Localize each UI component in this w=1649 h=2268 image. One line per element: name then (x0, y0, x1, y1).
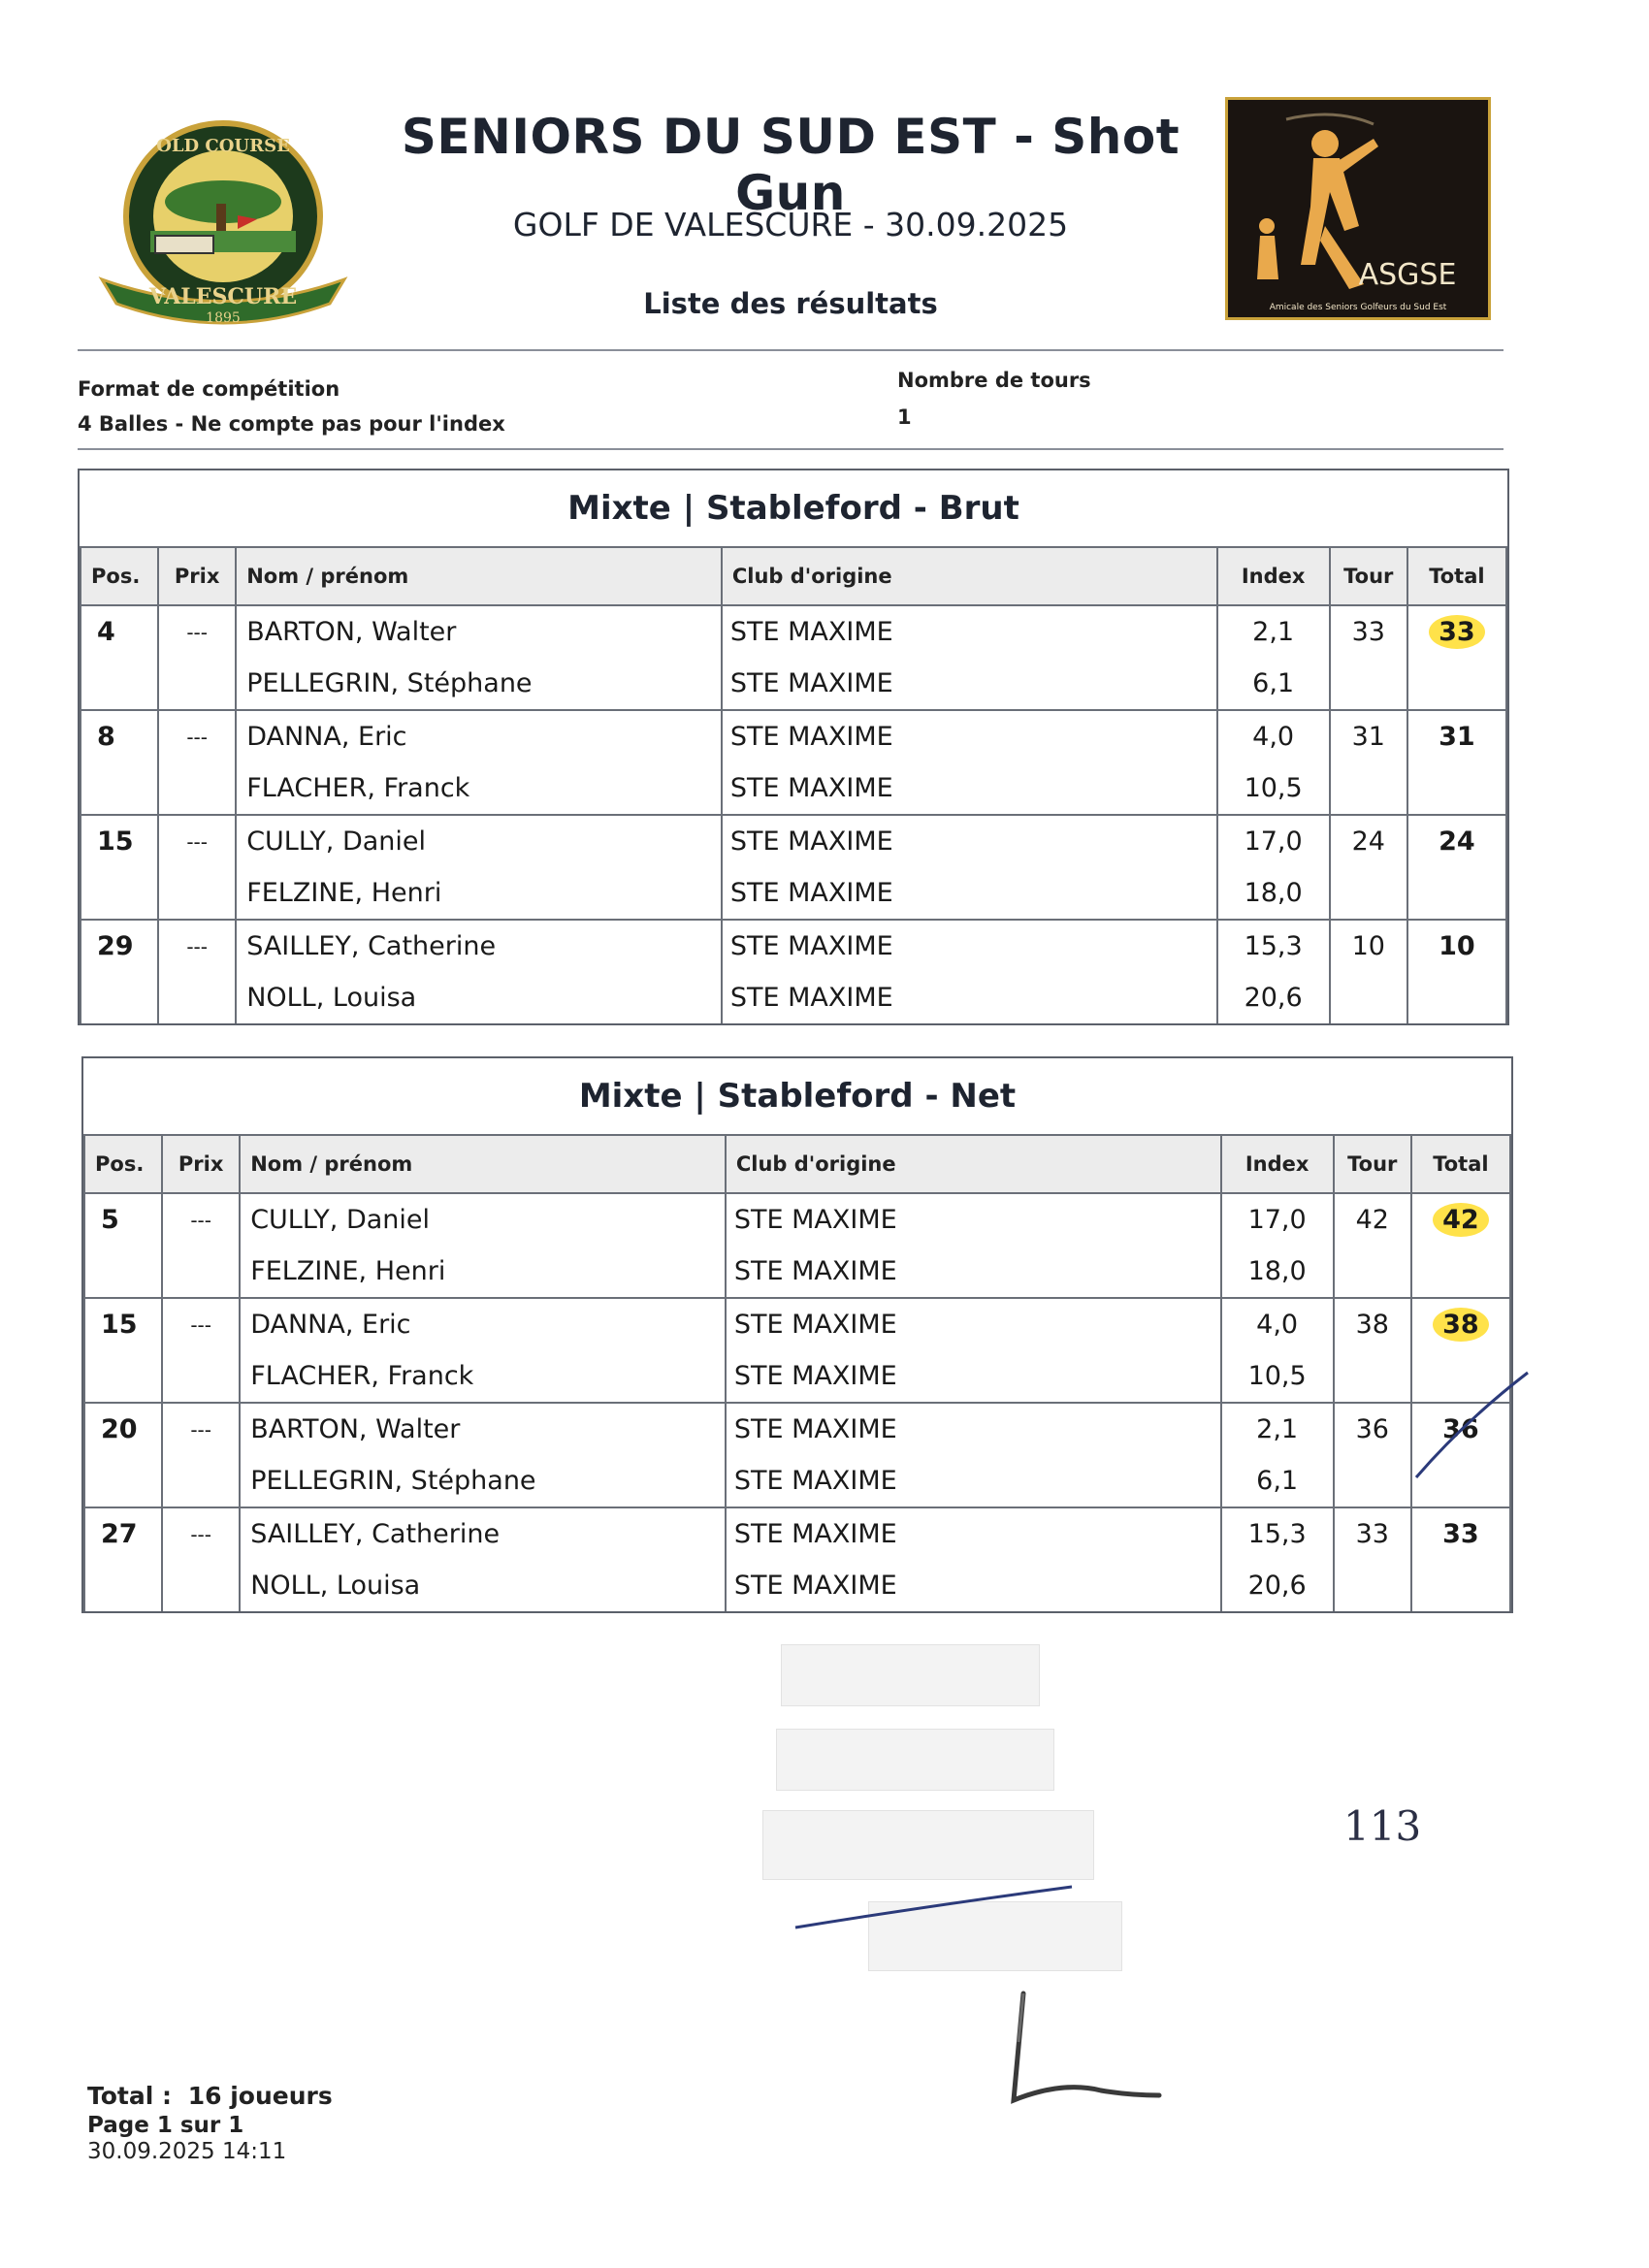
prix-cell: --- (158, 710, 236, 762)
brut-results-table (78, 469, 1509, 1025)
table-row (84, 1350, 1510, 1403)
club-cell: STE MAXIME (722, 920, 1217, 972)
total-highlighted: 38 (1433, 1308, 1489, 1342)
tour-cell: 31 (1330, 710, 1407, 762)
club-cell: STE MAXIME (726, 1193, 1221, 1246)
tours-value: 1 (897, 405, 912, 429)
club-cell: STE MAXIME (726, 1403, 1221, 1455)
prix-cell: --- (158, 815, 236, 867)
prix-cell: --- (158, 605, 236, 658)
index-cell: 10,5 (1221, 1350, 1334, 1403)
col-pos: Pos. (81, 547, 158, 605)
club-cell: STE MAXIME (726, 1455, 1221, 1507)
index-cell: 2,1 (1217, 605, 1330, 658)
golf-club-logo (92, 114, 354, 328)
player-name: FLACHER, Franck (236, 762, 722, 815)
index-cell: 17,0 (1221, 1193, 1334, 1246)
format-value: 4 Balles - Ne compte pas pour l'index (78, 412, 505, 436)
table-row (84, 1298, 1510, 1350)
tape-strip (781, 1644, 1040, 1706)
net-results-table (81, 1056, 1513, 1613)
handwritten-line (791, 1877, 1082, 1935)
club-cell: STE MAXIME (722, 710, 1217, 762)
brut-table (80, 546, 1507, 1023)
page-title: SENIORS DU SUD EST - Shot Gun (401, 109, 1180, 221)
tour-cell: 33 (1330, 605, 1407, 658)
table-row (84, 1560, 1510, 1611)
total-cell: 24 (1407, 815, 1506, 867)
asgse-logo (1225, 97, 1491, 320)
club-cell: STE MAXIME (726, 1507, 1221, 1560)
tape-strip (776, 1729, 1054, 1791)
club-cell: STE MAXIME (726, 1350, 1221, 1403)
total-highlighted: 42 (1433, 1203, 1489, 1237)
table-row (81, 710, 1506, 762)
pos-cell: 4 (81, 605, 158, 658)
logo-old-course-text: OLD COURSE (156, 136, 290, 156)
prix-cell: --- (158, 920, 236, 972)
tape-strip (762, 1810, 1094, 1880)
tour-cell: 10 (1330, 920, 1407, 972)
club-cell: STE MAXIME (722, 815, 1217, 867)
pos-cell: 15 (84, 1298, 162, 1350)
pos-cell: 8 (81, 710, 158, 762)
col-tour: Tour (1330, 547, 1407, 605)
col-nom: Nom / prénom (240, 1135, 726, 1193)
index-cell: 4,0 (1217, 710, 1330, 762)
list-title: Liste des résultats (643, 287, 938, 320)
tour-cell: 24 (1330, 815, 1407, 867)
table-row (84, 1507, 1510, 1560)
header-divider (78, 349, 1504, 351)
pos-cell: 15 (81, 815, 158, 867)
page-subtitle: GOLF DE VALESCURE - 30.09.2025 (512, 206, 1069, 243)
col-nom: Nom / prénom (236, 547, 722, 605)
tour-cell: 38 (1334, 1298, 1411, 1350)
col-club: Club d'origine (726, 1135, 1221, 1193)
logo-year-text: 1895 (206, 310, 241, 326)
total-highlighted: 33 (1429, 615, 1485, 649)
footer-page: Page 1 sur 1 (87, 2113, 244, 2138)
index-cell: 6,1 (1221, 1455, 1334, 1507)
index-cell: 18,0 (1217, 867, 1330, 920)
player-name: PELLEGRIN, Stéphane (240, 1455, 726, 1507)
net-caption: Mixte | Stableford - Net (578, 1077, 1017, 1116)
col-tour: Tour (1334, 1135, 1411, 1193)
logo-asgse-caption: Amicale des Seniors Golfeurs du Sud Est (1269, 303, 1447, 312)
format-label: Format de compétition (78, 377, 340, 401)
club-cell: STE MAXIME (722, 867, 1217, 920)
brut-caption: Mixte | Stableford - Brut (567, 489, 1019, 528)
player-name: BARTON, Walter (240, 1403, 726, 1455)
total-cell: 33 (1411, 1507, 1510, 1560)
prix-cell: --- (162, 1193, 240, 1246)
table-row (81, 658, 1506, 710)
club-cell: STE MAXIME (722, 972, 1217, 1023)
table-row (81, 920, 1506, 972)
index-cell: 15,3 (1217, 920, 1330, 972)
col-prix: Prix (158, 547, 236, 605)
col-total: Total (1411, 1135, 1510, 1193)
handwritten-number: 113 (1343, 1802, 1422, 1850)
col-index: Index (1221, 1135, 1334, 1193)
logo-valescure-text: VALESCURE (148, 284, 298, 309)
player-name: DANNA, Eric (240, 1298, 726, 1350)
club-cell: STE MAXIME (726, 1298, 1221, 1350)
pos-cell: 27 (84, 1507, 162, 1560)
player-name: BARTON, Walter (236, 605, 722, 658)
col-index: Index (1217, 547, 1330, 605)
player-name: NOLL, Louisa (240, 1560, 726, 1611)
col-club: Club d'origine (722, 547, 1217, 605)
club-cell: STE MAXIME (726, 1246, 1221, 1298)
index-cell: 6,1 (1217, 658, 1330, 710)
pos-cell: 5 (84, 1193, 162, 1246)
signature (985, 1984, 1179, 2110)
club-cell: STE MAXIME (726, 1560, 1221, 1611)
player-name: FELZINE, Henri (236, 867, 722, 920)
club-cell: STE MAXIME (722, 658, 1217, 710)
player-name: FELZINE, Henri (240, 1246, 726, 1298)
club-cell: STE MAXIME (722, 605, 1217, 658)
table-row (84, 1193, 1510, 1246)
pos-cell: 20 (84, 1403, 162, 1455)
player-name: DANNA, Eric (236, 710, 722, 762)
pos-cell: 29 (81, 920, 158, 972)
prix-cell: --- (162, 1298, 240, 1350)
player-name: FLACHER, Franck (240, 1350, 726, 1403)
player-name: CULLY, Daniel (240, 1193, 726, 1246)
player-name: SAILLEY, Catherine (236, 920, 722, 972)
table-row (81, 867, 1506, 920)
club-cell: STE MAXIME (722, 762, 1217, 815)
player-name: PELLEGRIN, Stéphane (236, 658, 722, 710)
table-row (81, 815, 1506, 867)
prix-cell: --- (162, 1403, 240, 1455)
net-table (83, 1134, 1511, 1611)
total-cell: 31 (1407, 710, 1506, 762)
handwritten-checkmark (1406, 1363, 1533, 1489)
tours-label: Nombre de tours (897, 369, 1091, 392)
footer-total (87, 2082, 333, 2110)
footer-total-value: 16 joueurs (187, 2082, 333, 2110)
index-cell: 2,1 (1221, 1403, 1334, 1455)
prix-cell: --- (162, 1507, 240, 1560)
index-cell: 18,0 (1221, 1246, 1334, 1298)
table-row (84, 1455, 1510, 1507)
index-cell: 20,6 (1221, 1560, 1334, 1611)
col-pos: Pos. (84, 1135, 162, 1193)
table-row (84, 1403, 1510, 1455)
logo-asgse-text: ASGSE (1358, 258, 1457, 292)
index-cell: 10,5 (1217, 762, 1330, 815)
col-prix: Prix (162, 1135, 240, 1193)
index-cell: 4,0 (1221, 1298, 1334, 1350)
tour-cell: 33 (1334, 1507, 1411, 1560)
tour-cell: 36 (1334, 1403, 1411, 1455)
footer-timestamp: 30.09.2025 14:11 (87, 2139, 287, 2164)
meta-divider (78, 448, 1504, 450)
table-row (84, 1246, 1510, 1298)
player-name: SAILLEY, Catherine (240, 1507, 726, 1560)
col-total: Total (1407, 547, 1506, 605)
footer-total-label: Total : (87, 2082, 172, 2110)
table-row (81, 972, 1506, 1023)
total-cell: 10 (1407, 920, 1506, 972)
player-name: NOLL, Louisa (236, 972, 722, 1023)
index-cell: 15,3 (1221, 1507, 1334, 1560)
tour-cell: 42 (1334, 1193, 1411, 1246)
total-cell: 36 (1411, 1403, 1510, 1455)
table-row (81, 762, 1506, 815)
player-name: CULLY, Daniel (236, 815, 722, 867)
index-cell: 17,0 (1217, 815, 1330, 867)
index-cell: 20,6 (1217, 972, 1330, 1023)
table-row (81, 605, 1506, 658)
